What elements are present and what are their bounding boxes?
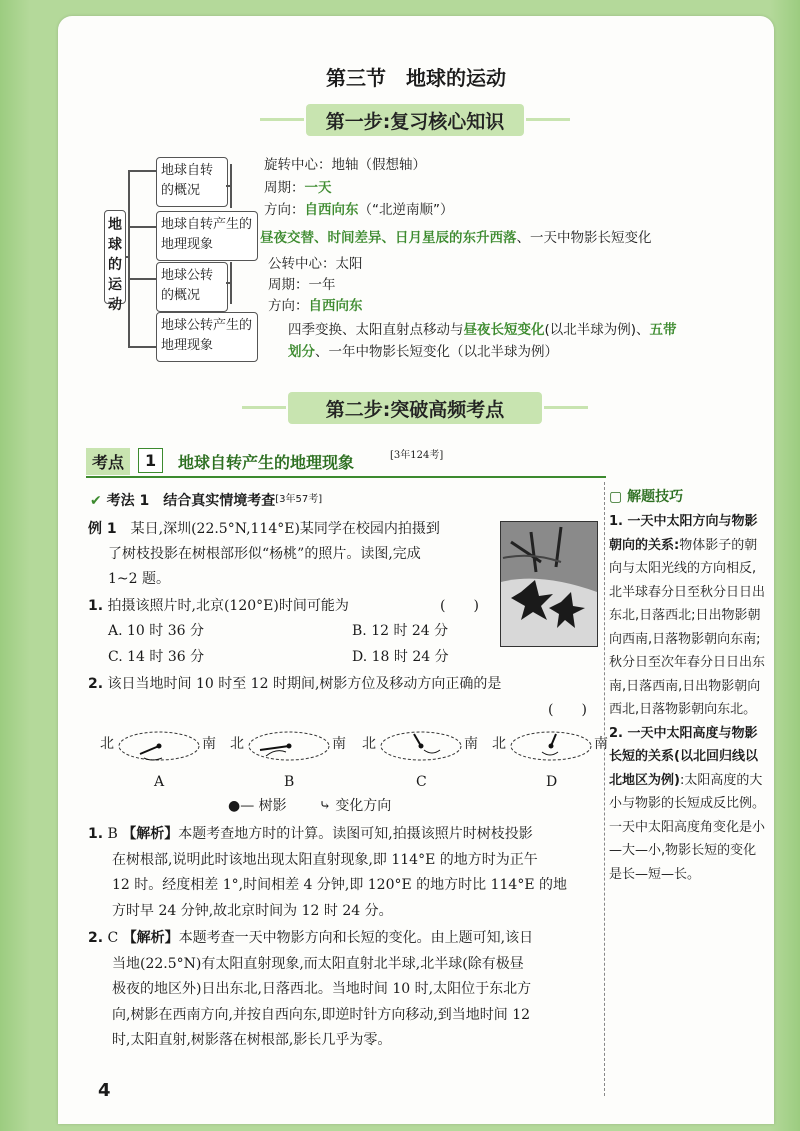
bracket-arm bbox=[128, 170, 156, 172]
sub-bracket-tick bbox=[226, 282, 230, 284]
question-2-answer-blank: ( ) bbox=[548, 702, 587, 718]
tips-panel bbox=[609, 486, 769, 886]
mindmap-branch-revolution: 地球公转的概况 bbox=[156, 262, 228, 312]
diagram-a bbox=[98, 724, 226, 796]
answer-1: 1. B 【解析】本题考查地方时的计算。读图可知,拍摄该照片时树枝投影 在树根部,说明此时该地出现太阳直射现象,即 114°E 的地方时为正午 12 时。经度相差 1°,时间相差 4 分钟,即 120°E 的地方时比 114°E 的地 方时早 24 分钟,故北京时间为 12 时 24 分。 bbox=[88, 826, 568, 919]
rotation-effects-text: 昼夜交替、时间差异、日月星辰的东升西落、一天中物影长短变化 bbox=[260, 230, 652, 246]
q1-option-b: B. 12 时 24 分 bbox=[352, 623, 449, 639]
south-label: 南 bbox=[332, 736, 346, 752]
direction-legend-icon: ⤷ bbox=[319, 798, 331, 814]
diagram-label: B bbox=[284, 774, 295, 790]
column-divider bbox=[604, 482, 605, 1096]
question-2: 2. 该日当地时间 10 时至 12 时期间,树影方位及移动方向正确的是 bbox=[88, 676, 502, 692]
tree-shadow-photo bbox=[500, 521, 598, 647]
question-1-answer-blank: ( ) bbox=[440, 598, 479, 614]
q1-option-a: A. 10 时 36 分 bbox=[108, 623, 204, 639]
revolution-effects-text: 四季变换、太阳直射点移动与昼夜长短变化(以北半球为例)、五带 划分、一年中物影长短变化（以北半球为例） bbox=[288, 322, 677, 360]
tip-2: 2. 一天中太阳高度与物影长短的关系(以北回归线以北地区为例):太阳高度的大小与物影的长短成反比例。一天中太阳高度角变化是小—大—小,物影长短的变化是长—短—长。 bbox=[609, 725, 766, 882]
q2-diagrams bbox=[98, 724, 608, 796]
north-label: 北 bbox=[230, 736, 244, 752]
mindmap-branch-rotation: 地球自转的概况 bbox=[156, 157, 228, 207]
sub-bracket bbox=[230, 262, 232, 304]
rotation-center: 旋转中心：地轴（假想轴） bbox=[264, 157, 426, 173]
mindmap-branch-rotation-effects: 地球自转产生的地理现象 bbox=[156, 211, 258, 261]
revolution-direction: 方向：自西向东 bbox=[268, 298, 363, 314]
kaodian-header bbox=[86, 446, 606, 478]
bracket-arm bbox=[128, 346, 156, 348]
bracket-tick bbox=[126, 256, 130, 258]
mindmap-root: 地球的运动 bbox=[104, 210, 126, 304]
document-page bbox=[58, 16, 774, 1124]
step2-banner: 第二步:突破高频考点 bbox=[288, 392, 542, 424]
tip-1: 1. 一天中太阳方向与物影朝向的关系:物体影子的朝向与太阳光线的方向相反,北半球春分日至秋分日日出东北,日落西北;日出物影朝向西南,日落物影朝向东南;秋分日至次年春分日日出东南,日落西南,日出物影朝向西北,日落物影朝向东北。 bbox=[609, 514, 766, 717]
kaodian-tag: [3年124考] bbox=[390, 450, 444, 461]
kaofa-header: ✔ 考法 1 结合真实情境考查[3年57考] bbox=[90, 493, 323, 509]
rotation-period: 周期：一天 bbox=[264, 180, 332, 196]
example-1: 例 1 某日,深圳(22.5°N,114°E)某同学在校园内拍摄到 了树枝投影在树根部形似“杨桃”的照片。读图,完成 1~2 题。 bbox=[88, 521, 440, 587]
check-icon: ✔ bbox=[90, 493, 102, 509]
question-1: 1. 拍摄该照片时,北京(120°E)时间可能为 bbox=[88, 598, 349, 614]
diagram-label: C bbox=[416, 774, 427, 790]
mindmap-bracket bbox=[128, 170, 130, 348]
revolution-center: 公转中心：太阳 bbox=[268, 256, 363, 272]
sub-bracket-tick bbox=[226, 185, 230, 187]
bracket-arm bbox=[128, 226, 156, 228]
mindmap-branch-revolution-effects: 地球公转产生的地理现象 bbox=[156, 312, 258, 362]
tips-header: ▢ 解题技巧 bbox=[609, 489, 684, 505]
answer-2: 2. C 【解析】本题考查一天中物影方向和长短的变化。由上题可知,该日 当地(22.5°N)有太阳直射现象,而太阳直射北半球,北半球(除有极昼 极夜的地区外)日出东北,日落西北。当地时间 10 时,太阳位于东北方 向,树影在西南方向,并按自西向东,即逆时针方向移动,到当地时间 12 时,太阳直射,树影落在树根部,影长几乎为零。 bbox=[88, 930, 534, 1048]
south-label: 南 bbox=[464, 736, 478, 752]
revolution-period: 周期：一年 bbox=[268, 277, 336, 293]
shadow-legend-icon: ●— bbox=[228, 798, 255, 814]
section-title: 第三节 地球的运动 bbox=[326, 66, 506, 90]
q1-option-c: C. 14 时 36 分 bbox=[108, 649, 205, 665]
q1-option-d: D. 18 时 24 分 bbox=[352, 649, 449, 665]
page-number: 4 bbox=[98, 1080, 111, 1101]
kaodian-label: 考点 bbox=[86, 448, 130, 475]
book-icon: ▢ bbox=[609, 489, 623, 505]
rotation-direction: 方向：自西向东（“北逆南顺”） bbox=[264, 202, 454, 218]
diagram-legend: ●— 树影 ⤷ 变化方向 bbox=[228, 798, 392, 814]
diagram-b bbox=[228, 724, 356, 796]
sub-bracket bbox=[230, 164, 232, 208]
north-label: 北 bbox=[100, 736, 114, 752]
kaodian-number: 1 bbox=[138, 448, 163, 473]
north-label: 北 bbox=[492, 736, 506, 752]
south-label: 南 bbox=[202, 736, 216, 752]
kaodian-title: 地球自转产生的地理现象 bbox=[178, 453, 355, 472]
diagram-label: A bbox=[154, 774, 165, 790]
bracket-arm bbox=[128, 278, 156, 280]
diagram-c bbox=[360, 724, 488, 796]
south-label: 南 bbox=[594, 736, 608, 752]
diagram-label: D bbox=[546, 774, 558, 790]
north-label: 北 bbox=[362, 736, 376, 752]
step1-banner: 第一步:复习核心知识 bbox=[306, 104, 524, 136]
diagram-d bbox=[490, 724, 618, 796]
